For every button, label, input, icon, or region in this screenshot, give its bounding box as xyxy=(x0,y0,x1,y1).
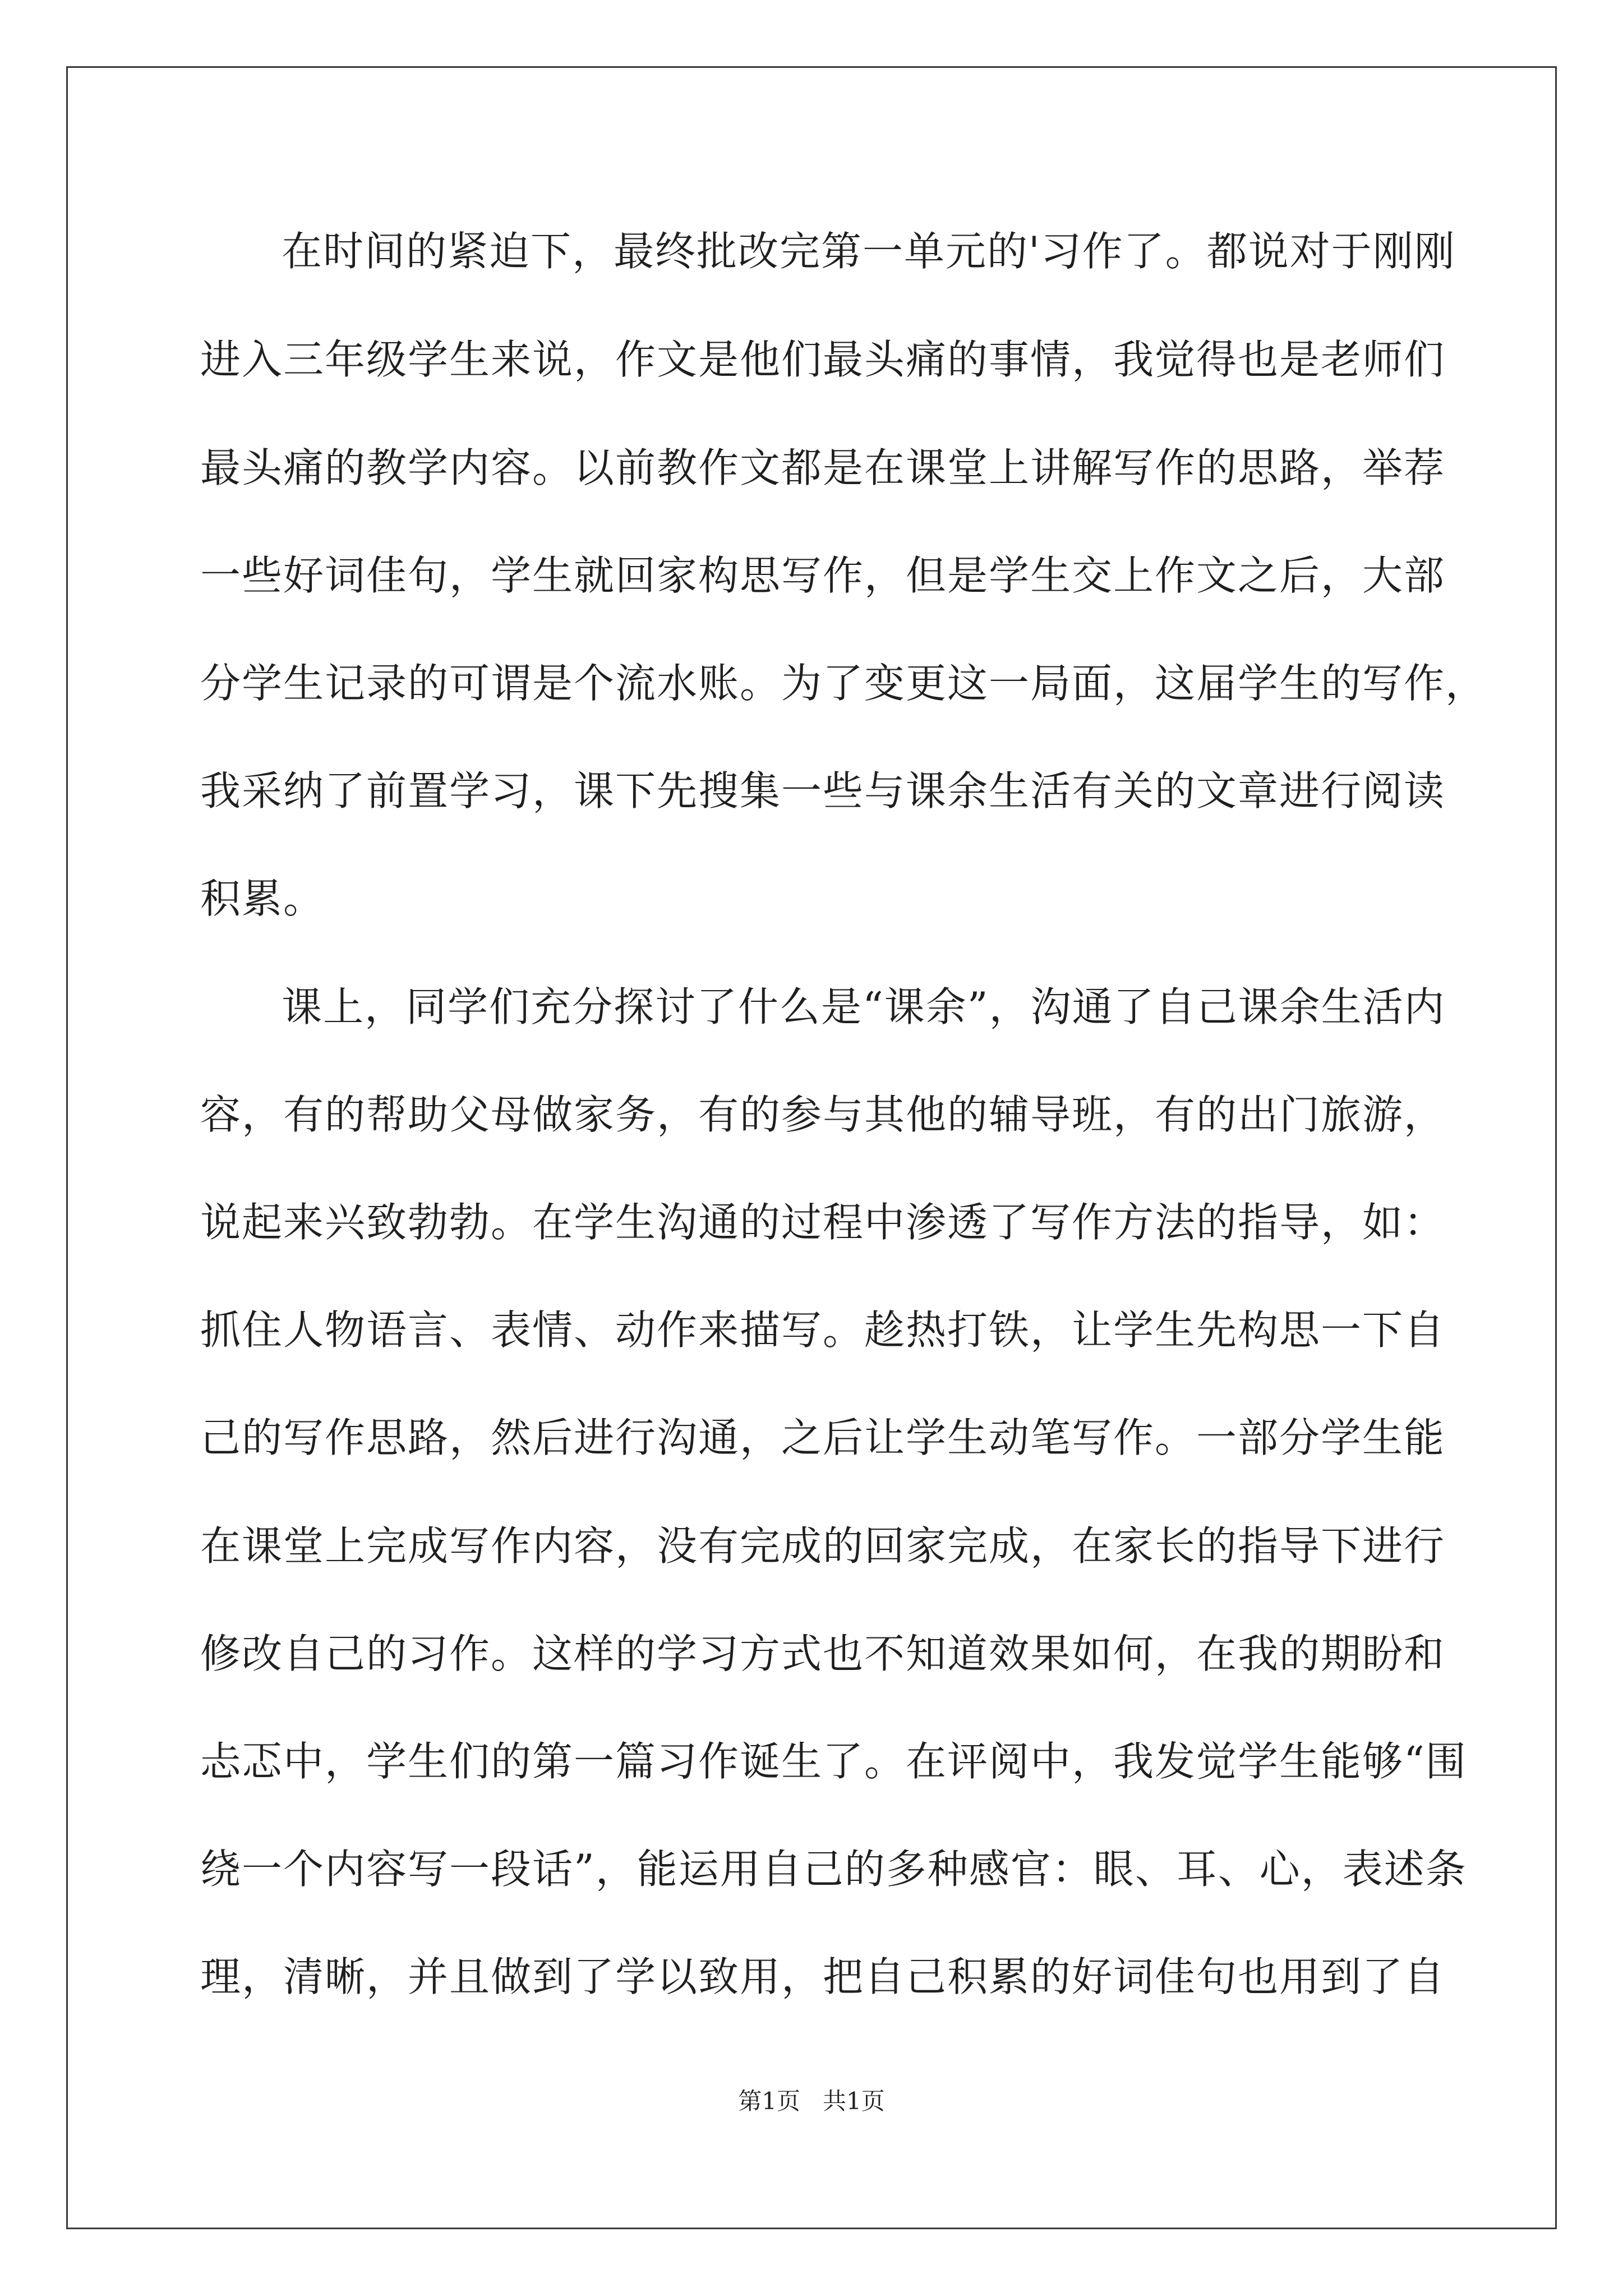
paragraph-1-line-5: 分学生记录的可谓是个流水账。为了变更这一局面，这届学生的写作， xyxy=(200,660,1487,707)
paragraph-2-line-1: 课上，同学们充分探讨了什么是“课余”，沟通了自己课余生活内 xyxy=(282,983,1446,1030)
paragraph-1-line-6: 我采纳了前置学习，课下先搜集一些与课余生活有关的文章进行阅读 xyxy=(200,767,1446,815)
paragraph-2-line-7: 修改自己的习作。这样的学习方式也不知道效果如何，在我的期盼和 xyxy=(200,1630,1446,1677)
paragraph-2-line-6: 在课堂上完成写作内容，没有完成的回家完成，在家长的指导下进行 xyxy=(200,1522,1446,1570)
paragraph-1-line-2: 进入三年级学生来说，作文是他们最头痛的事情，我觉得也是老师们 xyxy=(200,336,1446,383)
paragraph-2-line-8: 忐忑中，学生们的第一篇习作诞生了。在评阅中，我发觉学生能够“围 xyxy=(200,1738,1467,1785)
paragraph-1-line-1: 在时间的紧迫下，最终批改完第一单元的'习作了。都说对于刚刚 xyxy=(282,228,1456,275)
paragraph-2-line-3: 说起来兴致勃勃。在学生沟通的过程中渗透了写作方法的指导，如： xyxy=(200,1199,1446,1246)
page-number-footer: 第1页 共1页 xyxy=(738,2087,885,2115)
paragraph-1-line-7: 积累。 xyxy=(200,875,325,922)
paragraph-2-line-2: 容，有的帮助父母做家务，有的参与其他的辅导班，有的出门旅游， xyxy=(200,1091,1446,1138)
paragraph-2-line-9: 绕一个内容写一段话”，能运用自己的多种感官：眼、耳、心，表述条 xyxy=(200,1846,1467,1893)
paragraph-1-line-4: 一些好词佳句，学生就回家构思写作，但是学生交上作文之后，大部 xyxy=(200,552,1446,599)
paragraph-1-line-3: 最头痛的教学内容。以前教作文都是在课堂上讲解写作的思路，举荐 xyxy=(200,444,1446,491)
paragraph-2-line-5: 己的写作思路，然后进行沟通，之后让学生动笔写作。一部分学生能 xyxy=(200,1414,1446,1461)
page-border xyxy=(66,66,1557,2229)
paragraph-2-line-10: 理，清晰，并且做到了学以致用，把自己积累的好词佳句也用到了自 xyxy=(200,1953,1446,2000)
paragraph-2-line-4: 抓住人物语言、表情、动作来描写。趁热打铁，让学生先构思一下自 xyxy=(200,1306,1446,1354)
